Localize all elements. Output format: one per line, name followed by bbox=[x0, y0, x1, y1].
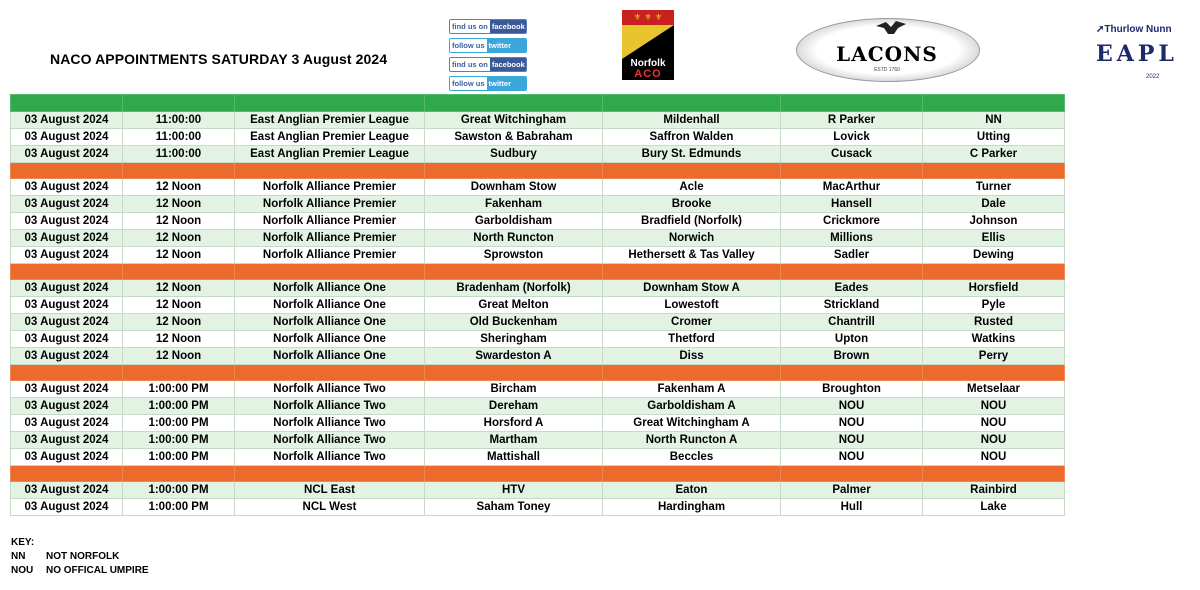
table-row bbox=[11, 482, 1065, 499]
cell-umpire-2: Johnson bbox=[923, 213, 1065, 230]
cell-umpire-1: Strickland bbox=[781, 297, 923, 314]
cell-umpire-2: Lake bbox=[923, 499, 1065, 516]
appointments-table bbox=[10, 94, 1065, 516]
cell-time: 1:00:00 PM bbox=[123, 398, 235, 415]
cell-time: 12 Noon bbox=[123, 230, 235, 247]
cell-time: 12 Noon bbox=[123, 280, 235, 297]
cell-away-team: Saffron Walden bbox=[603, 129, 781, 146]
twitter-link-prefix: follow us bbox=[452, 41, 485, 50]
table-row bbox=[11, 112, 1065, 129]
eapl-logo bbox=[1096, 24, 1200, 84]
header-cell bbox=[781, 95, 923, 112]
cell-home-team: Bircham bbox=[425, 381, 603, 398]
cell-away-team: Lowestoft bbox=[603, 297, 781, 314]
eagle-icon bbox=[874, 18, 908, 45]
separator-cell bbox=[781, 163, 923, 179]
cell-time: 1:00:00 PM bbox=[123, 482, 235, 499]
table-row bbox=[11, 381, 1065, 398]
cell-umpire-2: Metselaar bbox=[923, 381, 1065, 398]
separator-cell bbox=[923, 466, 1065, 482]
cell-league: Norfolk Alliance Two bbox=[235, 432, 425, 449]
appointments-table-body bbox=[11, 95, 1065, 516]
cell-umpire-1: Millions bbox=[781, 230, 923, 247]
cell-umpire-1: R Parker bbox=[781, 112, 923, 129]
cell-away-team: Eaton bbox=[603, 482, 781, 499]
cell-away-team: Great Witchingham A bbox=[603, 415, 781, 432]
aco-text: ACO bbox=[634, 68, 662, 80]
aco-lions-band: ⚜ ⚜ ⚜ bbox=[622, 10, 674, 25]
key-item bbox=[11, 550, 149, 564]
separator-cell bbox=[781, 264, 923, 280]
separator-cell bbox=[235, 163, 425, 179]
cell-date: 03 August 2024 bbox=[11, 297, 123, 314]
separator-cell bbox=[603, 365, 781, 381]
cell-umpire-2: Pyle bbox=[923, 297, 1065, 314]
page-title: NACO APPOINTMENTS SATURDAY 3 August 2024 bbox=[50, 51, 388, 67]
cell-home-team: Sawston & Babraham bbox=[425, 129, 603, 146]
cell-league: East Anglian Premier League bbox=[235, 146, 425, 163]
separator-cell bbox=[11, 365, 123, 381]
header-cell bbox=[235, 95, 425, 112]
cell-umpire-1: NOU bbox=[781, 449, 923, 466]
separator-cell bbox=[603, 163, 781, 179]
cell-date: 03 August 2024 bbox=[11, 179, 123, 196]
cell-time: 12 Noon bbox=[123, 297, 235, 314]
cell-date: 03 August 2024 bbox=[11, 482, 123, 499]
separator-cell bbox=[425, 163, 603, 179]
cell-league: East Anglian Premier League bbox=[235, 112, 425, 129]
table-row bbox=[11, 348, 1065, 365]
twitter-link-label: twitter bbox=[487, 77, 527, 90]
separator-cell bbox=[425, 466, 603, 482]
separator-cell bbox=[235, 365, 425, 381]
cell-home-team: Martham bbox=[425, 432, 603, 449]
cell-umpire-1: Chantrill bbox=[781, 314, 923, 331]
separator-cell bbox=[11, 264, 123, 280]
cell-umpire-2: Rainbird bbox=[923, 482, 1065, 499]
cell-date: 03 August 2024 bbox=[11, 129, 123, 146]
cell-home-team: Great Melton bbox=[425, 297, 603, 314]
cell-umpire-1: NOU bbox=[781, 432, 923, 449]
header-cell bbox=[425, 95, 603, 112]
cell-league: Norfolk Alliance Premier bbox=[235, 230, 425, 247]
separator-cell bbox=[11, 163, 123, 179]
cell-umpire-2: Watkins bbox=[923, 331, 1065, 348]
key-legend bbox=[11, 536, 149, 578]
cell-home-team: Dereham bbox=[425, 398, 603, 415]
cell-league: Norfolk Alliance Two bbox=[235, 449, 425, 466]
cell-time: 12 Noon bbox=[123, 179, 235, 196]
arrow-icon: ➚ bbox=[1096, 24, 1105, 35]
separator-cell bbox=[235, 466, 425, 482]
cell-date: 03 August 2024 bbox=[11, 314, 123, 331]
table-row bbox=[11, 129, 1065, 146]
separator-cell bbox=[603, 264, 781, 280]
table-row bbox=[11, 449, 1065, 466]
separator-cell bbox=[425, 264, 603, 280]
cell-time: 1:00:00 PM bbox=[123, 432, 235, 449]
cell-home-team: Fakenham bbox=[425, 196, 603, 213]
table-row bbox=[11, 499, 1065, 516]
cell-date: 03 August 2024 bbox=[11, 146, 123, 163]
key-meaning: NOT NORFOLK bbox=[46, 551, 120, 562]
table-row bbox=[11, 196, 1065, 213]
facebook-link[interactable] bbox=[449, 19, 527, 34]
table-row bbox=[11, 179, 1065, 196]
cell-time: 12 Noon bbox=[123, 247, 235, 264]
cell-time: 12 Noon bbox=[123, 314, 235, 331]
cell-home-team: Horsford A bbox=[425, 415, 603, 432]
header-cell bbox=[923, 95, 1065, 112]
facebook-link[interactable] bbox=[449, 57, 527, 72]
eapl-crest: 2022 bbox=[1146, 74, 1160, 80]
aco-norfolk-text: Norfolk bbox=[630, 58, 666, 69]
cell-home-team: Saham Toney bbox=[425, 499, 603, 516]
cell-home-team: Old Buckenham bbox=[425, 314, 603, 331]
cell-time: 12 Noon bbox=[123, 331, 235, 348]
cell-date: 03 August 2024 bbox=[11, 381, 123, 398]
header-cell bbox=[11, 95, 123, 112]
cell-league: Norfolk Alliance One bbox=[235, 280, 425, 297]
facebook-link-label: facebook bbox=[491, 60, 525, 69]
table-row bbox=[11, 314, 1065, 331]
cell-league: Norfolk Alliance Premier bbox=[235, 179, 425, 196]
cell-umpire-1: Cusack bbox=[781, 146, 923, 163]
facebook-link-prefix: find us on bbox=[452, 60, 488, 69]
lacons-logo bbox=[796, 12, 982, 82]
table-row bbox=[11, 213, 1065, 230]
cell-umpire-1: NOU bbox=[781, 415, 923, 432]
cell-umpire-2: NOU bbox=[923, 415, 1065, 432]
cell-league: Norfolk Alliance Premier bbox=[235, 247, 425, 264]
cell-umpire-1: Hull bbox=[781, 499, 923, 516]
separator-cell bbox=[923, 163, 1065, 179]
thurlow-nunn-text: Thurlow Nunn bbox=[1104, 24, 1172, 35]
cell-date: 03 August 2024 bbox=[11, 196, 123, 213]
twitter-link-prefix: follow us bbox=[452, 79, 485, 88]
table-row bbox=[11, 247, 1065, 264]
lacons-wordmark: LACONS bbox=[836, 42, 938, 66]
cell-umpire-2: Ellis bbox=[923, 230, 1065, 247]
cell-away-team: Bradfield (Norfolk) bbox=[603, 213, 781, 230]
cell-league: Norfolk Alliance Two bbox=[235, 415, 425, 432]
cell-date: 03 August 2024 bbox=[11, 432, 123, 449]
cell-date: 03 August 2024 bbox=[11, 247, 123, 264]
cell-league: Norfolk Alliance Premier bbox=[235, 213, 425, 230]
table-row bbox=[11, 297, 1065, 314]
cell-home-team: North Runcton bbox=[425, 230, 603, 247]
facebook-link-label: facebook bbox=[491, 22, 525, 31]
cell-date: 03 August 2024 bbox=[11, 112, 123, 129]
thurlow-nunn-wordmark bbox=[1096, 24, 1200, 35]
cell-away-team: Thetford bbox=[603, 331, 781, 348]
cell-umpire-2: Dewing bbox=[923, 247, 1065, 264]
cell-time: 1:00:00 PM bbox=[123, 381, 235, 398]
cell-league: Norfolk Alliance Two bbox=[235, 381, 425, 398]
cell-date: 03 August 2024 bbox=[11, 213, 123, 230]
cell-umpire-1: NOU bbox=[781, 398, 923, 415]
cell-umpire-1: Brown bbox=[781, 348, 923, 365]
twitter-link[interactable] bbox=[449, 76, 527, 91]
table-row bbox=[11, 432, 1065, 449]
key-title: KEY: bbox=[11, 537, 35, 548]
cell-away-team: North Runcton A bbox=[603, 432, 781, 449]
table-row bbox=[11, 398, 1065, 415]
separator-cell bbox=[781, 466, 923, 482]
separator-cell bbox=[123, 365, 235, 381]
cell-time: 1:00:00 PM bbox=[123, 449, 235, 466]
cell-umpire-2: Turner bbox=[923, 179, 1065, 196]
cell-date: 03 August 2024 bbox=[11, 348, 123, 365]
cell-date: 03 August 2024 bbox=[11, 398, 123, 415]
table-row bbox=[11, 280, 1065, 297]
cell-umpire-1: Broughton bbox=[781, 381, 923, 398]
cell-away-team: Fakenham A bbox=[603, 381, 781, 398]
cell-umpire-2: NOU bbox=[923, 432, 1065, 449]
separator-cell bbox=[123, 264, 235, 280]
cell-home-team: Sprowston bbox=[425, 247, 603, 264]
cell-time: 11:00:00 bbox=[123, 146, 235, 163]
twitter-link-label: twitter bbox=[487, 39, 527, 52]
cell-time: 11:00:00 bbox=[123, 112, 235, 129]
cell-time: 11:00:00 bbox=[123, 129, 235, 146]
cell-league: Norfolk Alliance One bbox=[235, 314, 425, 331]
cell-date: 03 August 2024 bbox=[11, 280, 123, 297]
cell-away-team: Hardingham bbox=[603, 499, 781, 516]
aco-triangle bbox=[622, 25, 674, 59]
separator-cell bbox=[603, 466, 781, 482]
cell-date: 03 August 2024 bbox=[11, 331, 123, 348]
cell-league: Norfolk Alliance Two bbox=[235, 398, 425, 415]
norfolk-aco-logo bbox=[622, 10, 674, 80]
key-code: NOU bbox=[11, 565, 34, 576]
cell-home-team: Great Witchingham bbox=[425, 112, 603, 129]
cell-date: 03 August 2024 bbox=[11, 230, 123, 247]
cell-umpire-2: Dale bbox=[923, 196, 1065, 213]
facebook-link-prefix: find us on bbox=[452, 22, 488, 31]
cell-umpire-2: Horsfield bbox=[923, 280, 1065, 297]
cell-home-team: Sheringham bbox=[425, 331, 603, 348]
cell-umpire-2: Perry bbox=[923, 348, 1065, 365]
cell-away-team: Brooke bbox=[603, 196, 781, 213]
cell-umpire-1: Lovick bbox=[781, 129, 923, 146]
social-links bbox=[449, 19, 527, 95]
key-code: NN bbox=[11, 551, 26, 562]
cell-time: 12 Noon bbox=[123, 213, 235, 230]
cell-home-team: Swardeston A bbox=[425, 348, 603, 365]
cell-umpire-1: Crickmore bbox=[781, 213, 923, 230]
cell-away-team: Diss bbox=[603, 348, 781, 365]
cell-umpire-2: C Parker bbox=[923, 146, 1065, 163]
cell-umpire-1: Palmer bbox=[781, 482, 923, 499]
table-row bbox=[11, 146, 1065, 163]
cell-time: 1:00:00 PM bbox=[123, 499, 235, 516]
cell-away-team: Bury St. Edmunds bbox=[603, 146, 781, 163]
cell-away-team: Garboldisham A bbox=[603, 398, 781, 415]
separator-cell bbox=[923, 264, 1065, 280]
cell-time: 12 Noon bbox=[123, 196, 235, 213]
cell-league: Norfolk Alliance One bbox=[235, 331, 425, 348]
cell-umpire-1: MacArthur bbox=[781, 179, 923, 196]
cell-league: Norfolk Alliance One bbox=[235, 297, 425, 314]
cell-home-team: Mattishall bbox=[425, 449, 603, 466]
cell-league: Norfolk Alliance One bbox=[235, 348, 425, 365]
cell-date: 03 August 2024 bbox=[11, 499, 123, 516]
cell-away-team: Hethersett & Tas Valley bbox=[603, 247, 781, 264]
cell-league: NCL West bbox=[235, 499, 425, 516]
cell-away-team: Cromer bbox=[603, 314, 781, 331]
separator-cell bbox=[11, 466, 123, 482]
cell-home-team: Bradenham (Norfolk) bbox=[425, 280, 603, 297]
cell-date: 03 August 2024 bbox=[11, 449, 123, 466]
cell-away-team: Acle bbox=[603, 179, 781, 196]
cell-time: 1:00:00 PM bbox=[123, 415, 235, 432]
section-separator bbox=[11, 466, 1065, 482]
separator-cell bbox=[123, 466, 235, 482]
separator-cell bbox=[781, 365, 923, 381]
twitter-link[interactable] bbox=[449, 38, 527, 53]
cell-home-team: Garboldisham bbox=[425, 213, 603, 230]
cell-umpire-2: NOU bbox=[923, 398, 1065, 415]
cell-time: 12 Noon bbox=[123, 348, 235, 365]
cell-league: NCL East bbox=[235, 482, 425, 499]
cell-away-team: Norwich bbox=[603, 230, 781, 247]
separator-cell bbox=[235, 264, 425, 280]
cell-date: 03 August 2024 bbox=[11, 415, 123, 432]
cell-umpire-2: NN bbox=[923, 112, 1065, 129]
separator-cell bbox=[123, 163, 235, 179]
key-meaning: NO OFFICAL UMPIRE bbox=[46, 565, 149, 576]
cell-league: East Anglian Premier League bbox=[235, 129, 425, 146]
cell-home-team: Sudbury bbox=[425, 146, 603, 163]
cell-away-team: Downham Stow A bbox=[603, 280, 781, 297]
cell-league: Norfolk Alliance Premier bbox=[235, 196, 425, 213]
eapl-wordmark: EAPL bbox=[1096, 41, 1178, 67]
separator-cell bbox=[923, 365, 1065, 381]
cell-umpire-1: Eades bbox=[781, 280, 923, 297]
cell-umpire-1: Upton bbox=[781, 331, 923, 348]
table-row bbox=[11, 230, 1065, 247]
cell-home-team: Downham Stow bbox=[425, 179, 603, 196]
key-item bbox=[11, 564, 149, 578]
section-separator bbox=[11, 163, 1065, 179]
section-separator bbox=[11, 365, 1065, 381]
header-cell bbox=[123, 95, 235, 112]
cell-away-team: Mildenhall bbox=[603, 112, 781, 129]
section-separator bbox=[11, 264, 1065, 280]
cell-umpire-1: Sadler bbox=[781, 247, 923, 264]
cell-umpire-2: NOU bbox=[923, 449, 1065, 466]
lacons-established: ESTD 1760 bbox=[874, 67, 900, 73]
table-header-band bbox=[11, 95, 1065, 112]
cell-umpire-1: Hansell bbox=[781, 196, 923, 213]
cell-away-team: Beccles bbox=[603, 449, 781, 466]
cell-home-team: HTV bbox=[425, 482, 603, 499]
header-cell bbox=[603, 95, 781, 112]
cell-umpire-2: Rusted bbox=[923, 314, 1065, 331]
table-row bbox=[11, 331, 1065, 348]
cell-umpire-2: Utting bbox=[923, 129, 1065, 146]
table-row bbox=[11, 415, 1065, 432]
separator-cell bbox=[425, 365, 603, 381]
